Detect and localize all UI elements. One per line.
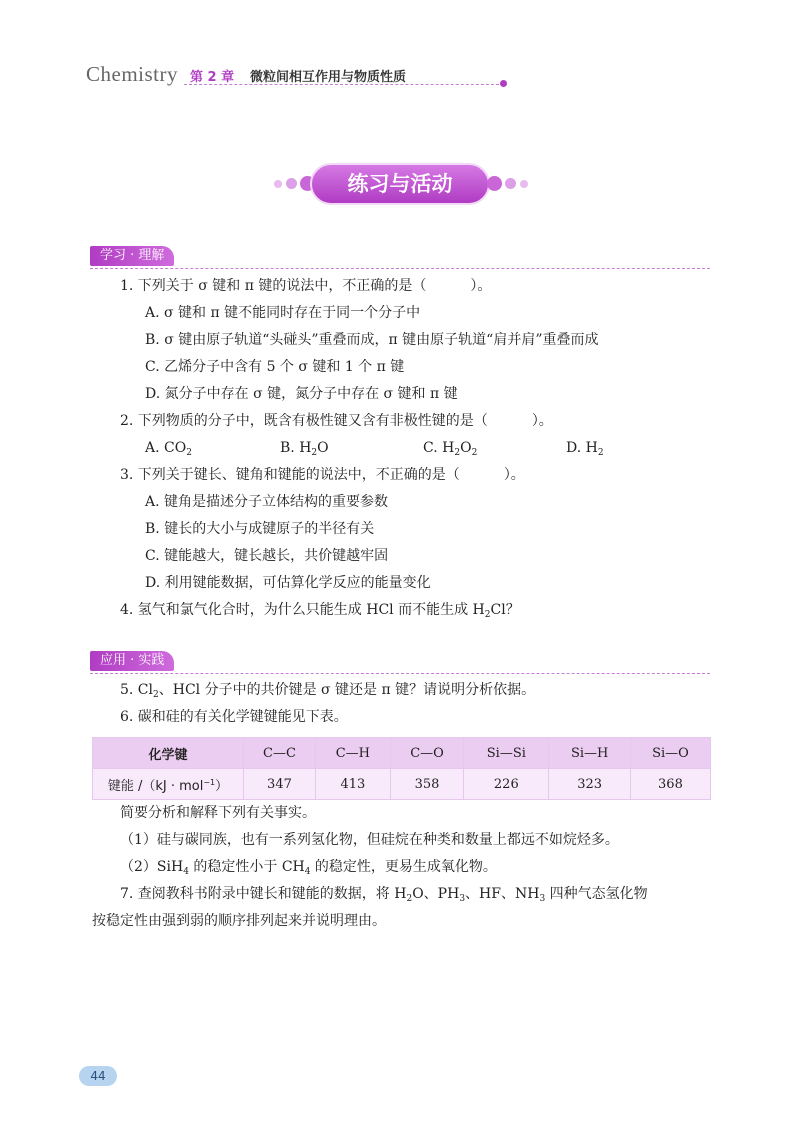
decor-dot: [505, 178, 516, 189]
chapter-title: 微粒间相互作用与物质性质: [250, 70, 407, 85]
chapter-label: 第 2 章: [190, 70, 235, 85]
question-7: 7. 查阅教科书附录中键长和键能的数据，将 $H_2O$、$PH_3$、HF、$NH_3$ 四种气态氢化物: [120, 886, 648, 904]
question-4: 4. 氢气和氯气化合时，为什么只能生成 HCl 而不能生成 $H_2Cl$？: [120, 602, 520, 620]
table-row: [93, 769, 711, 800]
table-cell: Si—O: [630, 738, 710, 769]
q3-option-b: B. 键长的大小与成键原子的半径有关: [145, 521, 375, 537]
section-tag-study: 学习 · 理解: [90, 246, 174, 266]
table-cell: C—C: [244, 738, 316, 769]
tag-divider: [90, 268, 710, 269]
table-cell: Si—H: [549, 738, 630, 769]
question-6: 6. 碳和硅的有关化学键键能见下表。: [120, 709, 348, 725]
section-title: 练习与活动: [310, 163, 490, 205]
brand-title: Chemistry: [86, 62, 178, 86]
q3-option-d: D. 利用键能数据，可估算化学反应的能量变化: [145, 575, 431, 591]
table-cell: 323: [549, 769, 630, 800]
table-cell: 413: [315, 769, 390, 800]
q1-option-d: D. 氮分子中存在 σ 键，氮分子中存在 σ 键和 π 键: [145, 386, 458, 402]
bond-energy-table: [92, 737, 711, 800]
table-cell: C—H: [315, 738, 390, 769]
table-value-label: 键能 /（kJ · mol$^{-1}$）: [93, 769, 244, 800]
q3-option-c: C. 键能越大，键长越长，共价键越牢固: [145, 548, 389, 564]
question-7-continued: 按稳定性由强到弱的顺序排列起来并说明理由。: [92, 913, 386, 929]
q3-option-a: A. 键角是描述分子立体结构的重要参数: [145, 494, 389, 510]
q6-item-1: （1）硅与碳同族，也有一系列氢化物，但硅烷在种类和数量上都远不如烷烃多。: [120, 832, 619, 848]
table-cell: 226: [464, 769, 549, 800]
decor-dot: [520, 180, 528, 188]
table-cell: Si—Si: [464, 738, 549, 769]
table-cell: C—O: [390, 738, 463, 769]
question-5: 5. $Cl_2$、HCl 分子中的共价键是 σ 键还是 π 键？请说明分析依据。: [120, 682, 536, 700]
question-1: 1. 下列关于 σ 键和 π 键的说法中，不正确的是（ ）。: [120, 278, 492, 294]
q2-option-b: B. $H_2O$: [280, 440, 329, 458]
q6-item-2: （2）SiH$_4$ 的稳定性小于 $CH_4$ 的稳定性，更易生成氧化物。: [120, 859, 497, 877]
table-header-label: 化学键: [93, 738, 244, 769]
page-number: 44: [79, 1066, 117, 1086]
q2-option-c: C. $H_2O_2$: [423, 440, 478, 458]
q1-option-c: C. 乙烯分子中含有 5 个 σ 键和 1 个 π 键: [145, 359, 405, 375]
q2-option-d: D. $H_2$: [566, 440, 604, 458]
header-divider: [184, 84, 504, 85]
q1-option-b: B. σ 键由原子轨道“头碰头”重叠而成，π 键由原子轨道“肩并肩”重叠而成: [145, 332, 599, 348]
decor-dot: [286, 178, 297, 189]
decor-dot: [487, 176, 502, 191]
q2-option-a: A. $CO_2$: [145, 440, 192, 458]
table-cell: 347: [244, 769, 316, 800]
table-cell: 358: [390, 769, 463, 800]
question-2: 2. 下列物质的分子中，既含有极性键又含有非极性键的是（ ）。: [120, 413, 553, 429]
header-dot-ornament: [500, 80, 507, 87]
decor-dot: [274, 180, 282, 188]
q1-option-a: A. σ 键和 π 键不能同时存在于同一个分子中: [145, 305, 421, 321]
section-tag-apply: 应用 · 实践: [90, 651, 174, 671]
section-banner: [270, 163, 532, 207]
question-3: 3. 下列关于键长、键角和键能的说法中，不正确的是（ ）。: [120, 467, 525, 483]
table-cell: 368: [630, 769, 710, 800]
q6-instruction: 简要分析和解释下列有关事实。: [120, 805, 316, 821]
tag-divider: [90, 673, 710, 674]
table-header-row: [93, 738, 711, 769]
